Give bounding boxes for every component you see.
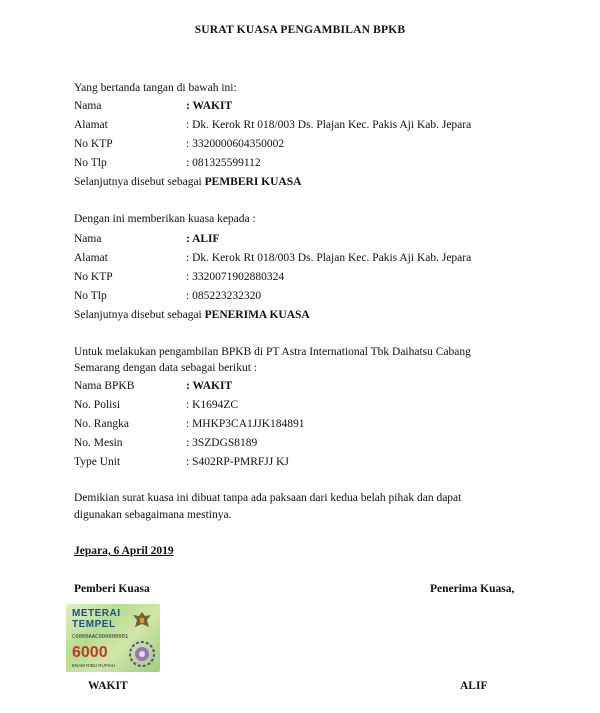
role-name: PENERIMA KUASA bbox=[204, 309, 310, 321]
closing-line-1: Demikian surat kuasa ini dibuat tanpa ada paksaan dari kedua belah pihak dan dapat bbox=[74, 492, 462, 504]
field-label: No Tlp bbox=[74, 290, 107, 302]
field-value: : 3SZDGS8189 bbox=[186, 437, 258, 449]
stamp-value: 6000 bbox=[72, 644, 108, 661]
field-label: Nama BPKB bbox=[74, 380, 135, 392]
document-date: Jepara, 6 April 2019 bbox=[74, 545, 174, 557]
closing-line-2: digunakan sebagaimana mestinya. bbox=[74, 509, 232, 521]
stamp-code: C0000AAC000000001 bbox=[72, 634, 129, 640]
purpose-line-2: Semarang dengan data sebagai berikut : bbox=[74, 362, 257, 374]
ornament-icon bbox=[128, 640, 156, 668]
intro-text: Yang bertanda tangan di bawah ini: bbox=[74, 82, 237, 94]
field-label: No Tlp bbox=[74, 157, 107, 169]
field-value: : 3320000604350002 bbox=[186, 138, 285, 150]
field-label: No KTP bbox=[74, 138, 113, 150]
field-value: : Dk. Kerok Rt 018/003 Ds. Plajan Kec. Pakis Aji Kab. Jepara bbox=[186, 252, 472, 264]
garuda-emblem-icon bbox=[130, 610, 154, 632]
stamp-line-2: TEMPEL bbox=[72, 619, 116, 630]
role-prefix: Selanjutnya disebut sebagai bbox=[74, 309, 205, 321]
purpose-line-1: Untuk melakukan pengambilan BPKB di PT Astra International Tbk Daihatsu Cabang bbox=[74, 346, 471, 358]
field-value: : S402RP-PMRFJJ KJ bbox=[186, 456, 289, 468]
role-prefix: Selanjutnya disebut sebagai bbox=[74, 176, 205, 188]
role-name: PEMBERI KUASA bbox=[204, 176, 302, 188]
field-value: : WAKIT bbox=[186, 380, 233, 392]
field-value: : K1694ZC bbox=[186, 399, 239, 411]
field-value: : 081325599112 bbox=[186, 157, 261, 169]
field-label: Nama bbox=[74, 100, 102, 112]
field-label: Alamat bbox=[74, 252, 108, 264]
field-label: No. Rangka bbox=[74, 418, 129, 430]
field-value: : Dk. Kerok Rt 018/003 Ds. Plajan Kec. Pakis Aji Kab. Jepara bbox=[186, 119, 472, 131]
kuasa-intro: Dengan ini memberikan kuasa kepada : bbox=[74, 213, 256, 225]
sign-right-label: Penerima Kuasa, bbox=[430, 583, 515, 595]
meterai-stamp bbox=[66, 604, 160, 672]
sign-right-name: ALIF bbox=[460, 680, 488, 692]
document-title: SURAT KUASA PENGAMBILAN BPKB bbox=[194, 24, 406, 36]
field-value: : WAKIT bbox=[186, 100, 233, 112]
stamp-sub: ENAM RIBU RUPIAH bbox=[72, 663, 116, 668]
field-value: : MHKP3CA1JJK184891 bbox=[186, 418, 305, 430]
field-label: No. Polisi bbox=[74, 399, 121, 411]
pemberi-role-line bbox=[74, 176, 301, 188]
field-label: Alamat bbox=[74, 119, 108, 131]
field-value: : ALIF bbox=[186, 233, 220, 245]
sign-left-name: WAKIT bbox=[88, 680, 128, 692]
stamp-line-1: METERAI bbox=[72, 608, 121, 619]
field-label: Nama bbox=[74, 233, 102, 245]
field-value: : 085223232320 bbox=[186, 290, 262, 302]
field-value: : 3320071902880324 bbox=[186, 271, 285, 283]
sign-left-label: Pemberi Kuasa bbox=[74, 583, 150, 595]
field-label: Type Unit bbox=[74, 456, 121, 468]
field-label: No. Mesin bbox=[74, 437, 123, 449]
penerima-role-line bbox=[74, 309, 310, 321]
field-label: No KTP bbox=[74, 271, 113, 283]
